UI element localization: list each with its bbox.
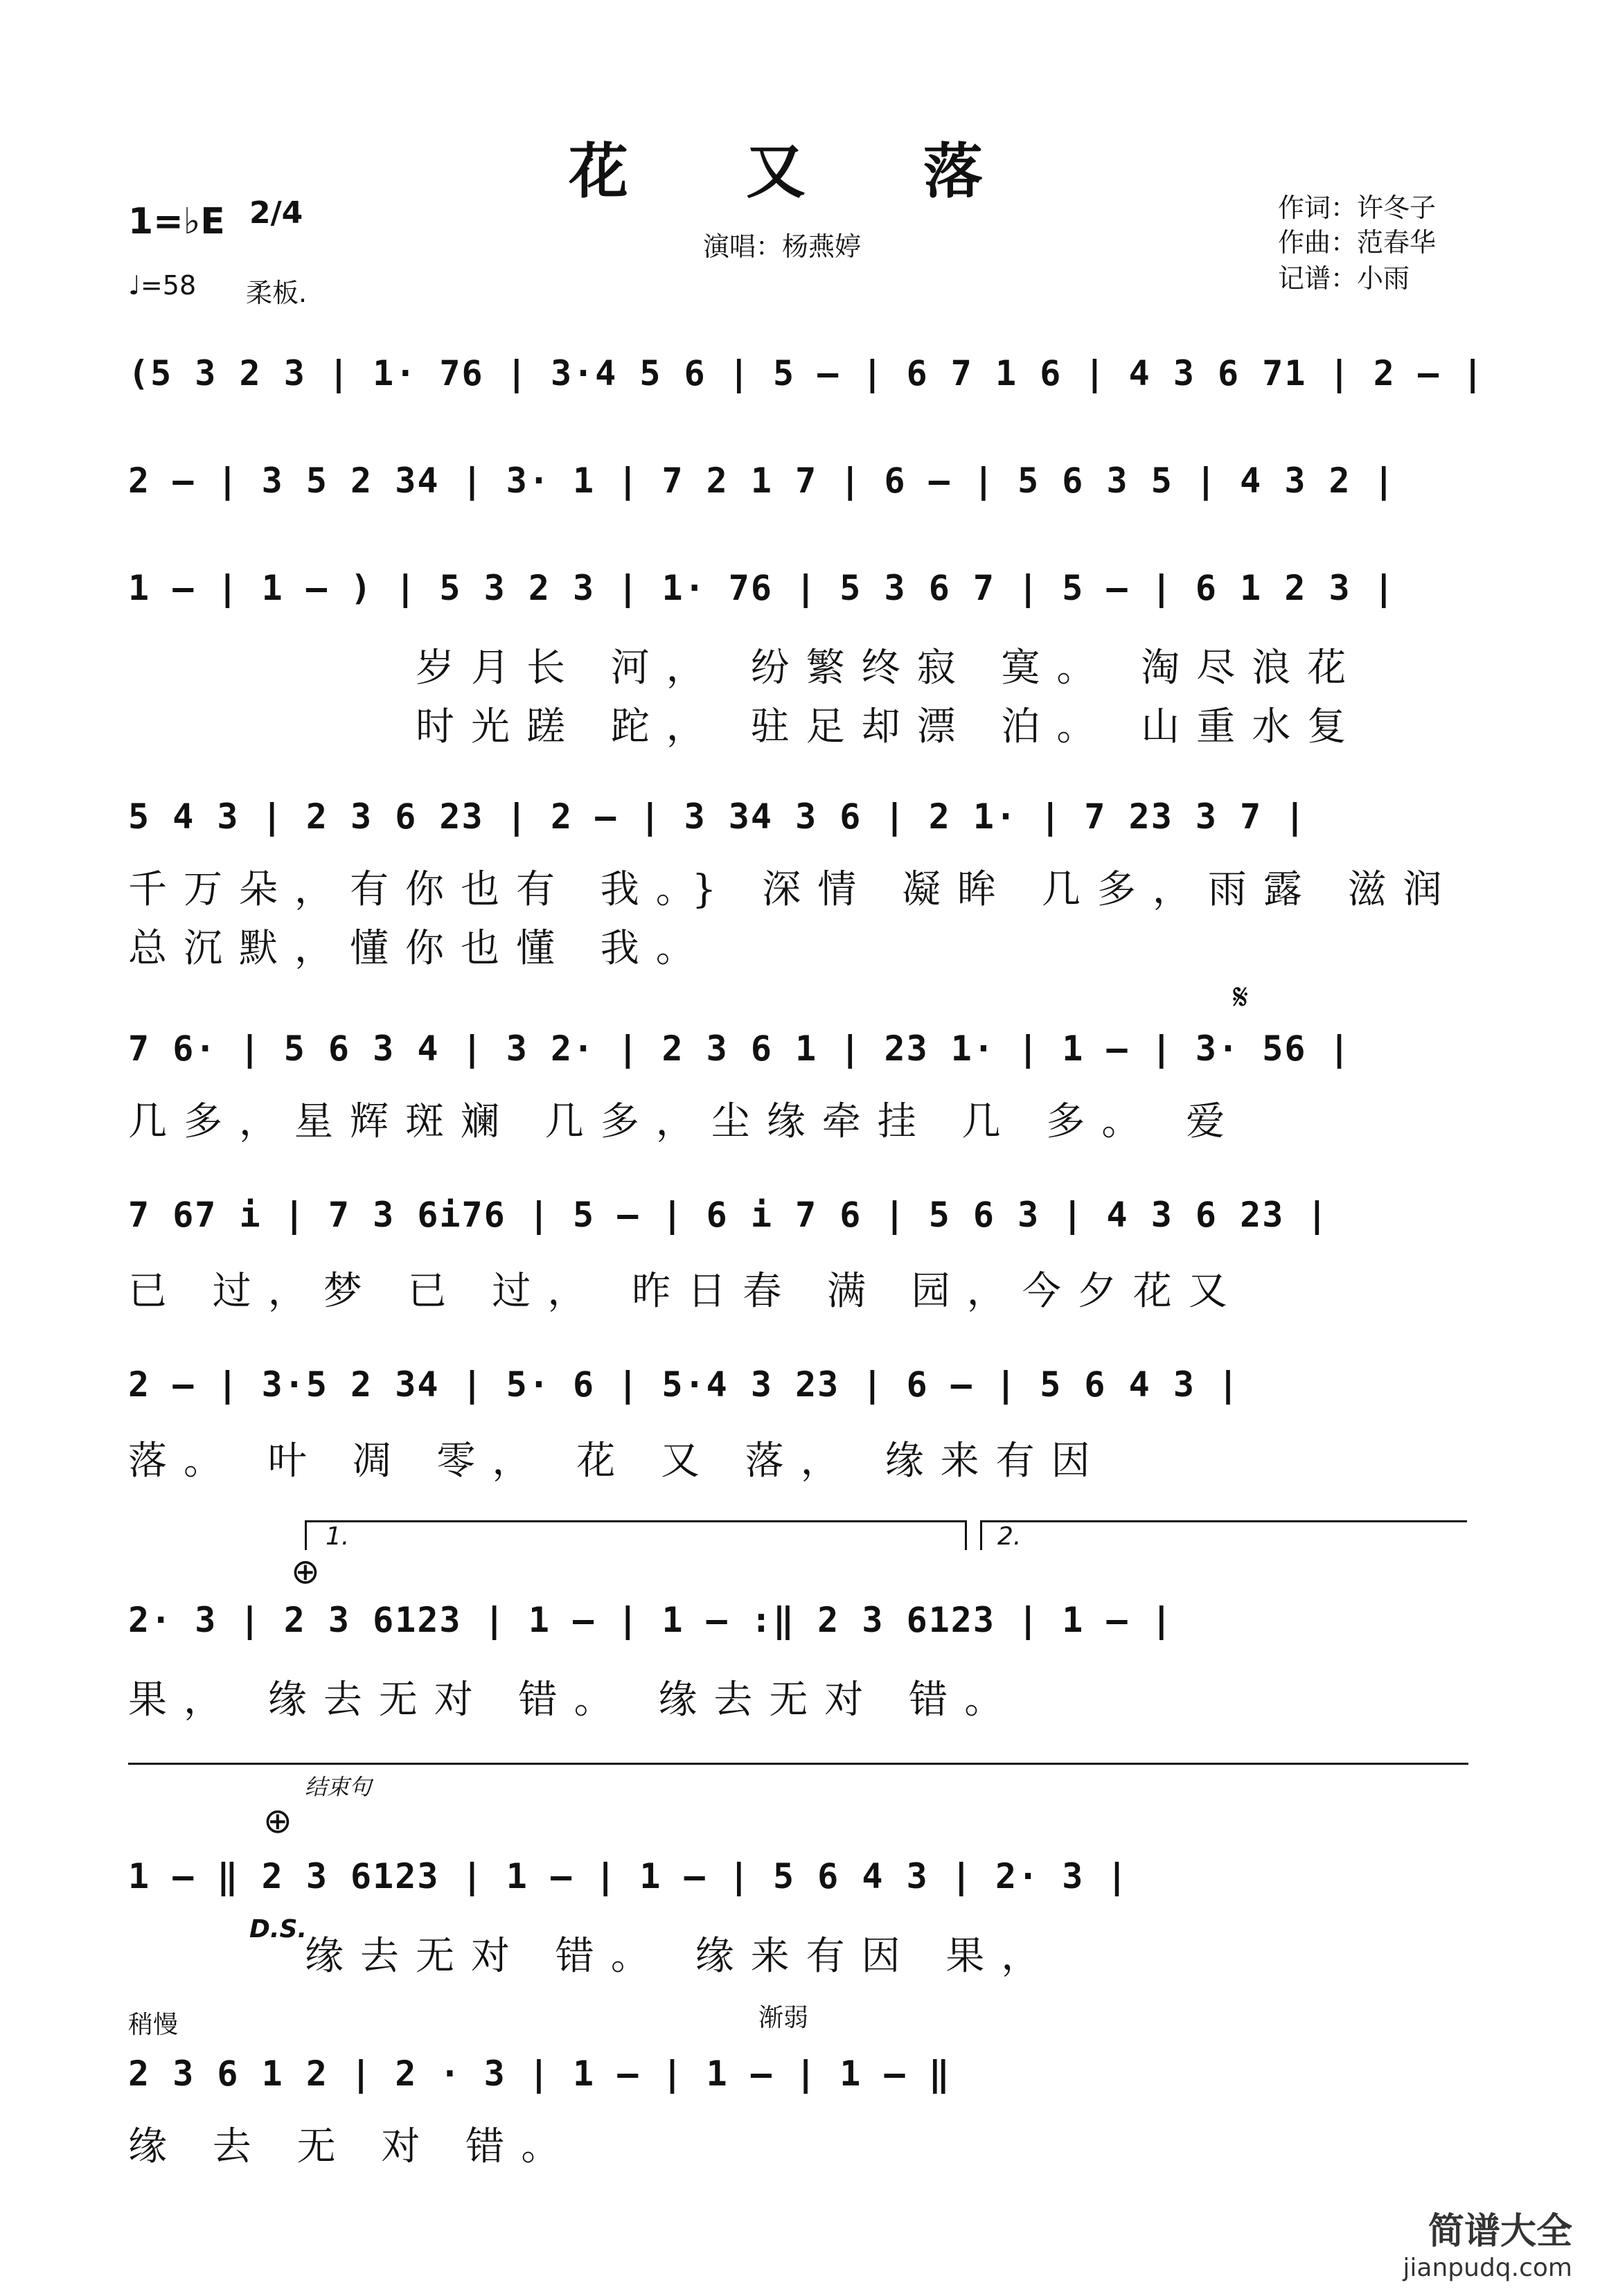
coda-sign-1: ⊕ [291,1551,320,1592]
singer: 演唱：杨燕婷 [703,231,862,262]
volta-1-label: 1. [326,1522,350,1551]
system-4-music: 5 4 3 | 2 3 6 23 | 2 – | 3 34 3 6 | 2 1· | 7 23 3 7 | [128,797,1307,837]
page-title: 花 又 落 [569,136,1031,206]
volta-2-label: 2. [997,1522,1022,1551]
watermark-brand: 简谱大全 [1428,2211,1572,2252]
ending-label: 结束句 [305,1774,372,1800]
system-5-music: 7 6· | 5 6 3 4 | 3 2· | 2 3 6 1 | 23 1· | 1 – | 3· 56 | [128,1029,1351,1069]
divider-line [128,1763,1468,1765]
system-2-music: 2 – | 3 5 2 34 | 3· 1 | 7 2 1 7 | 6 – | 5 6 3 5 | 4 3 2 | [128,461,1396,501]
watermark-url: jianpudq.com [1403,2254,1572,2282]
segno-sign: 𝄋 [1233,977,1249,1018]
time-signature: 2/4 [249,195,303,231]
transcriber: 记谱：小雨 [1278,263,1410,294]
system-1-music: (5 3 2 3 | 1· 76 | 3·4 5 6 | 5 – | 6 7 1 6 | 4 3 6 71 | 2 – | [128,353,1485,393]
coda-sign-2: ⊕ [263,1801,292,1841]
system-7-music: 2 – | 3·5 2 34 | 5· 6 | 5·4 3 23 | 6 – | 5 6 4 3 | [128,1364,1241,1405]
system-5-lyrics-1: 几多，星辉斑斓 几多，尘缘牵挂 几 多。 爱 [128,1099,1242,1144]
watermark [1403,2202,1572,2282]
volta-2-bracket [980,1520,1467,1550]
system-3-lyrics-2: 时光蹉 跎， 驻足却漂 泊。 山重水复 [416,704,1363,749]
system-3-music: 1 – | 1 – ) | 5 3 2 3 | 1· 76 | 5 3 6 7 | 5 – | 6 1 2 3 | [128,568,1396,608]
tempo-text: 柔板. [246,278,308,308]
lyricist: 作词：许冬子 [1278,193,1437,223]
slow-marking: 稍慢 [128,2011,179,2039]
composer: 作曲：范春华 [1278,227,1437,258]
system-4-lyrics-1: 千万朵，有你也有 我。} 深情 凝眸 几多，雨露 滋润 [128,867,1459,912]
system-9-lyrics-1: 缘去无对 错。 缘来有因 果， [305,1934,1057,1979]
tempo: ♩=58 [128,270,197,301]
system-9-music: 1 – ‖ 2 3 6123 | 1 – | 1 – | 5 6 4 3 | 2· 3 | [128,1856,1129,1896]
system-10-music: 2 3 6 1 2 | 2 · 3 | 1 – | 1 – | 1 – ‖ [128,2054,951,2094]
fade-marking: 渐弱 [758,2004,809,2032]
system-10-lyrics-1: 缘 去 无 对 错。 [128,2124,577,2169]
system-6-lyrics-1: 已 过，梦 已 过， 昨日春 满 园，今夕花又 [128,1269,1244,1314]
ds-marking: D.S. [249,1915,308,1943]
system-8-lyrics-1: 果， 缘去无对 错。 缘去无对 错。 [128,1677,1020,1723]
system-4-lyrics-2: 总沉默，懂你也懂 我。 [128,926,711,971]
key-signature: 1=♭E [128,201,225,242]
system-6-music: 7 67 i | 7 3 6i76 | 5 – | 6 i 7 6 | 5 6 3 | 4 3 6 23 | [128,1195,1329,1235]
system-7-lyrics-1: 落。 叶 凋 零， 花 又 落， 缘来有因 [128,1439,1107,1484]
volta-1-bracket [305,1520,967,1550]
system-8-music: 2· 3 | 2 3 6123 | 1 – | 1 – :‖ 2 3 6123 | 1 – | [128,1600,1173,1640]
system-3-lyrics-1: 岁月长 河， 纷繁终寂 寞。 淘尽浪花 [416,646,1363,691]
